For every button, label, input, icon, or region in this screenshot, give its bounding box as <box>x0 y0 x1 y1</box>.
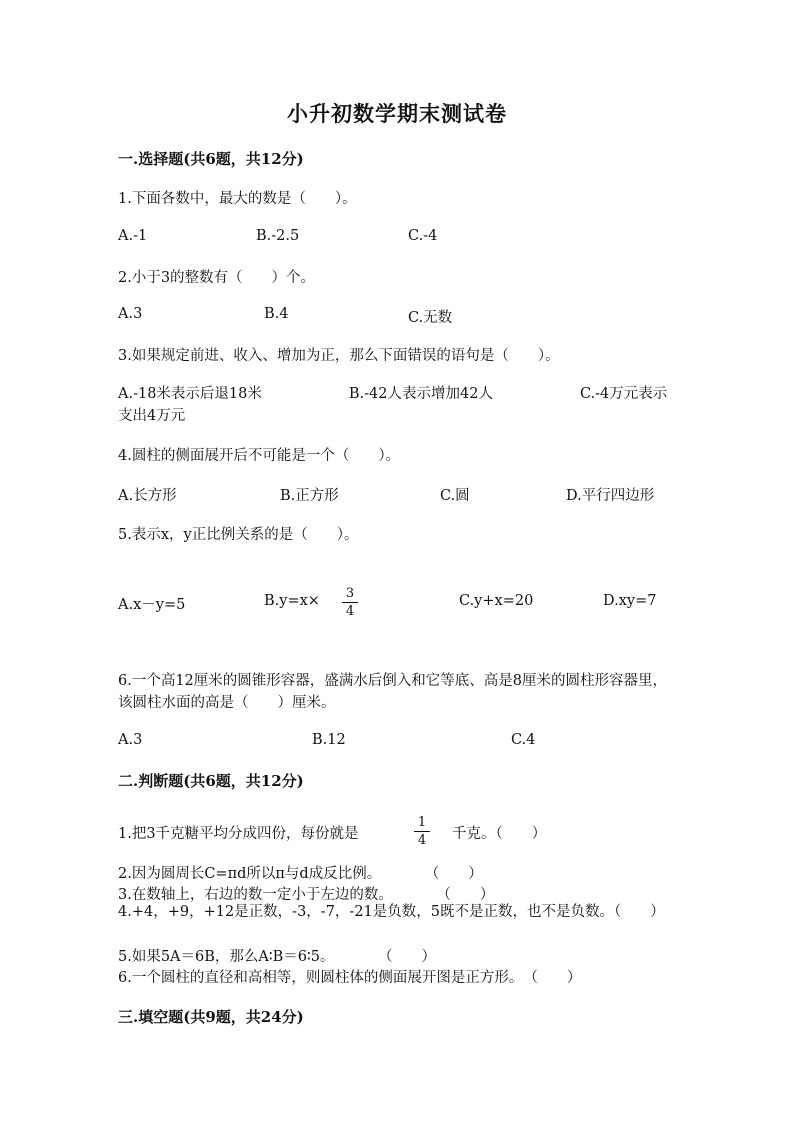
q4-option-a: A.长方形 <box>118 488 177 504</box>
judgement-3: 3.在数轴上，右边的数一定小于左边的数。 （ ） <box>118 887 495 903</box>
q6-option-b: B.12 <box>312 732 346 748</box>
q2-option-b: B.4 <box>264 306 289 322</box>
section-heading-fill-in: 三.填空题(共9题，共24分) <box>118 1008 304 1026</box>
judgement-1-text: 1.把3千克糖平均分成四份，每份就是 <box>118 826 359 842</box>
q2-option-c: C.无数 <box>408 310 453 326</box>
judgement-2: 2.因为圆周长C=πd所以π与d成反比例。 （ ） <box>118 866 483 882</box>
question-6: 6.一个高12厘米的圆锥形容器，盛满水后倒入和它等底、高是8厘米的圆柱形容器里，该圆柱水面的高是（ ）厘米。 <box>118 673 668 711</box>
section-heading-choice: 一.选择题(共6题，共12分) <box>118 150 304 168</box>
q1-option-a: A.-1 <box>118 228 148 244</box>
j1-fraction-numerator: 1 <box>414 815 430 832</box>
j1-fraction-denominator: 4 <box>417 833 427 848</box>
judgement-4: 4.+4，+9，+12是正数，-3，-7，-21是负数，5既不是正数，也不是负数。（ ） <box>118 904 665 920</box>
q1-option-c: C.-4 <box>408 228 438 244</box>
section-heading-judgement: 二.判断题(共6题，共12分) <box>118 772 304 790</box>
question-4: 4.圆柱的侧面展开后不可能是一个（ ）。 <box>118 448 401 464</box>
q5-fraction <box>342 586 358 619</box>
judgement-1-suffix: 千克。（ ） <box>452 826 547 842</box>
q5-fraction-denominator: 4 <box>345 604 355 619</box>
question-2: 2.小于3的整数有（ ）个。 <box>118 270 316 286</box>
q5-option-a: A.x－y=5 <box>118 597 186 613</box>
q6-option-a: A.3 <box>118 732 143 748</box>
q4-option-b: B.正方形 <box>280 488 339 504</box>
q1-option-b: B.-2.5 <box>256 228 300 244</box>
q5-fraction-numerator: 3 <box>342 586 358 603</box>
question-3: 3.如果规定前进、收入、增加为正，那么下面错误的语句是（ ）。 <box>118 348 560 364</box>
q3-options: A.-18米表示后退18米 B.-42人表示增加42人 C.-4万元表示支出4万元 <box>118 386 668 424</box>
judgement-6: 6.一个圆柱的直径和高相等，则圆柱体的侧面展开图是正方形。 （ ） <box>118 970 582 986</box>
q4-option-d: D.平行四边形 <box>566 488 655 504</box>
q6-option-c: C.4 <box>511 732 536 748</box>
q5-option-d: D.xy=7 <box>603 593 657 609</box>
q4-option-c: C.圆 <box>440 488 470 504</box>
page-title: 小升初数学期末测试卷 <box>287 101 507 126</box>
judgement-5: 5.如果5A＝6B，那么A∶B＝6∶5。 （ ） <box>118 949 437 965</box>
q5-option-b: B.y=x× <box>264 593 320 609</box>
q5-option-c: C.y+x=20 <box>459 593 534 609</box>
judgement-1-fraction <box>414 815 430 848</box>
question-1: 1.下面各数中，最大的数是（ ）。 <box>118 191 357 207</box>
question-5: 5.表示x，y正比例关系的是（ ）。 <box>118 527 359 543</box>
q2-option-a: A.3 <box>118 306 143 322</box>
